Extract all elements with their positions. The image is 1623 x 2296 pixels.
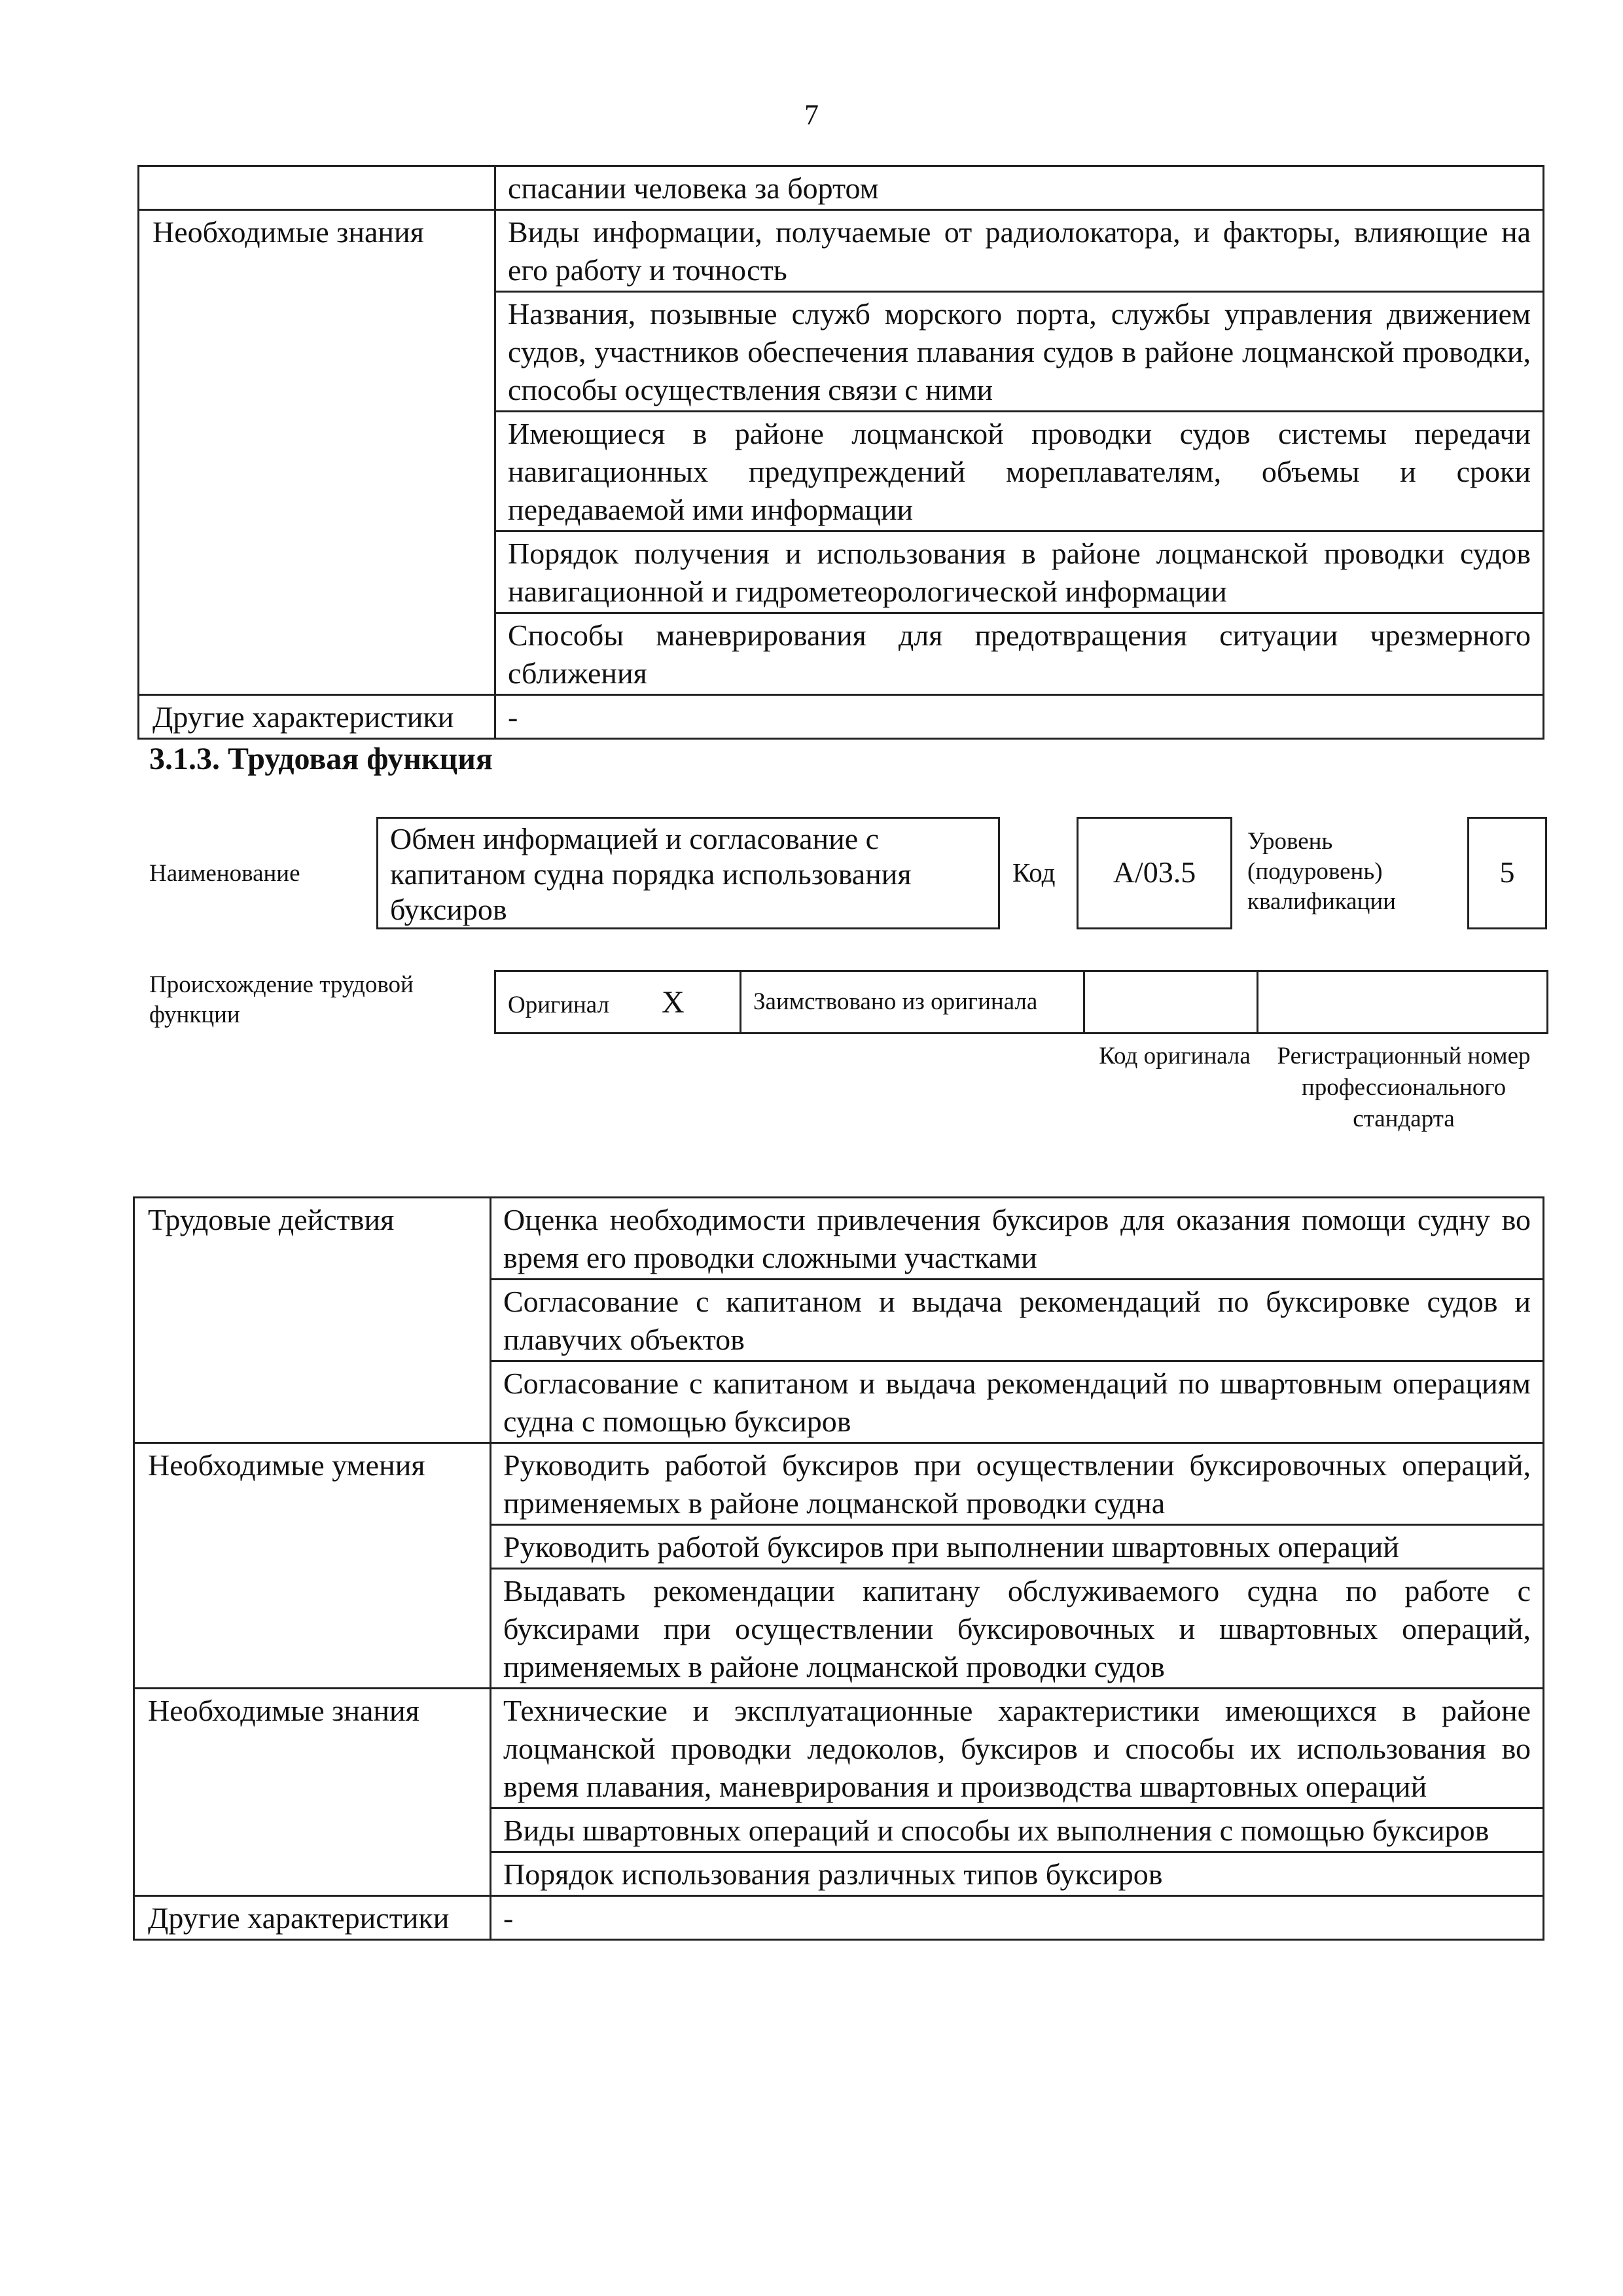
original-code-caption: Код оригинала xyxy=(1099,1043,1251,1069)
level-label: Уровень (подуровень) квалификации xyxy=(1247,828,1396,915)
level-value-box: 5 xyxy=(1467,817,1547,929)
function-code-box: A/03.5 xyxy=(1077,817,1232,929)
registration-number-cell xyxy=(1258,971,1548,1033)
competency-table xyxy=(133,1196,1544,1941)
function-name-box: Обмен информацией и согласование с капитаном судна порядка использования буксиров xyxy=(376,817,1000,929)
table-row xyxy=(139,166,1544,210)
table-row xyxy=(139,210,1544,292)
code-label: Код xyxy=(1012,857,1056,888)
original-mark: X xyxy=(662,984,685,1020)
original-code-cell xyxy=(1084,971,1258,1033)
row-label: Другие характеристики xyxy=(134,1896,491,1940)
name-label: Наименование xyxy=(149,860,300,887)
row-item: Согласование с капитаном и выдача рекомендаций по швартовным операциям судна с помощью буксиров xyxy=(491,1361,1544,1443)
row-item: Порядок получения и использования в районе лоцманской проводки судов навигационной и гидрометеорологической информации xyxy=(495,531,1544,613)
original-label: Оригинал xyxy=(508,991,610,1018)
origin-label: Происхождение трудовой функции xyxy=(149,971,414,1028)
table-row xyxy=(134,1443,1544,1525)
registration-number-caption: Регистрационный номер профессионального стандарта xyxy=(1277,1043,1531,1132)
row-label: Необходимые умения xyxy=(134,1443,491,1689)
row-item: спасании человека за бортом xyxy=(495,166,1544,210)
table-row xyxy=(139,695,1544,739)
row-item: - xyxy=(491,1896,1544,1940)
row-item: Выдавать рекомендации капитану обслуживаемого судна по работе с буксирами при осуществлении буксировочных и швартовных операций, применяемых в районе лоцманской проводки судов xyxy=(491,1569,1544,1689)
row-item: Оценка необходимости привлечения буксиров для оказания помощи судну во время его проводки сложными участками xyxy=(491,1198,1544,1280)
competency-table-continued xyxy=(137,165,1544,740)
table-row xyxy=(134,1896,1544,1940)
row-item: Руководить работой буксиров при выполнении швартовных операций xyxy=(491,1525,1544,1569)
row-label xyxy=(139,166,495,210)
row-item: Виды информации, получаемые от радиолокатора, и факторы, влияющие на его работу и точность xyxy=(495,210,1544,292)
row-item: Руководить работой буксиров при осуществлении буксировочных операций, применяемых в районе лоцманской проводки судна xyxy=(491,1443,1544,1525)
origin-table xyxy=(494,970,1548,1034)
row-item: Способы маневрирования для предотвращения ситуации чрезмерного сближения xyxy=(495,613,1544,695)
row-label: Другие характеристики xyxy=(139,695,495,739)
row-item: Согласование с капитаном и выдача рекомендаций по буксировке судов и плавучих объектов xyxy=(491,1280,1544,1361)
row-item: Технические и эксплуатационные характеристики имеющихся в районе лоцманской проводки ледоколов, буксиров и способы их использования во время плавания, маневрирования и производства швартовных операций xyxy=(491,1689,1544,1808)
row-item: - xyxy=(495,695,1544,739)
borrowed-label: Заимствовано из оригинала xyxy=(741,971,1084,1033)
page-number: 7 xyxy=(804,99,819,131)
original-cell xyxy=(495,971,741,1033)
row-item: Порядок использования различных типов буксиров xyxy=(491,1852,1544,1896)
row-item: Виды швартовных операций и способы их выполнения с помощью буксиров xyxy=(491,1808,1544,1852)
row-label: Необходимые знания xyxy=(139,210,495,695)
row-label: Необходимые знания xyxy=(134,1689,491,1896)
table-row xyxy=(495,971,1548,1033)
row-item: Имеющиеся в районе лоцманской проводки судов системы передачи навигационных предупреждений мореплавателям, объемы и сроки передаваемой ими информации xyxy=(495,412,1544,531)
table-row xyxy=(134,1198,1544,1280)
row-label: Трудовые действия xyxy=(134,1198,491,1443)
section-heading: 3.1.3. Трудовая функция xyxy=(149,742,493,776)
table-row xyxy=(134,1689,1544,1808)
row-item: Названия, позывные служб морского порта, службы управления движением судов, участников обеспечения плавания судов в районе лоцманской проводки, способы осуществления связи с ними xyxy=(495,292,1544,412)
